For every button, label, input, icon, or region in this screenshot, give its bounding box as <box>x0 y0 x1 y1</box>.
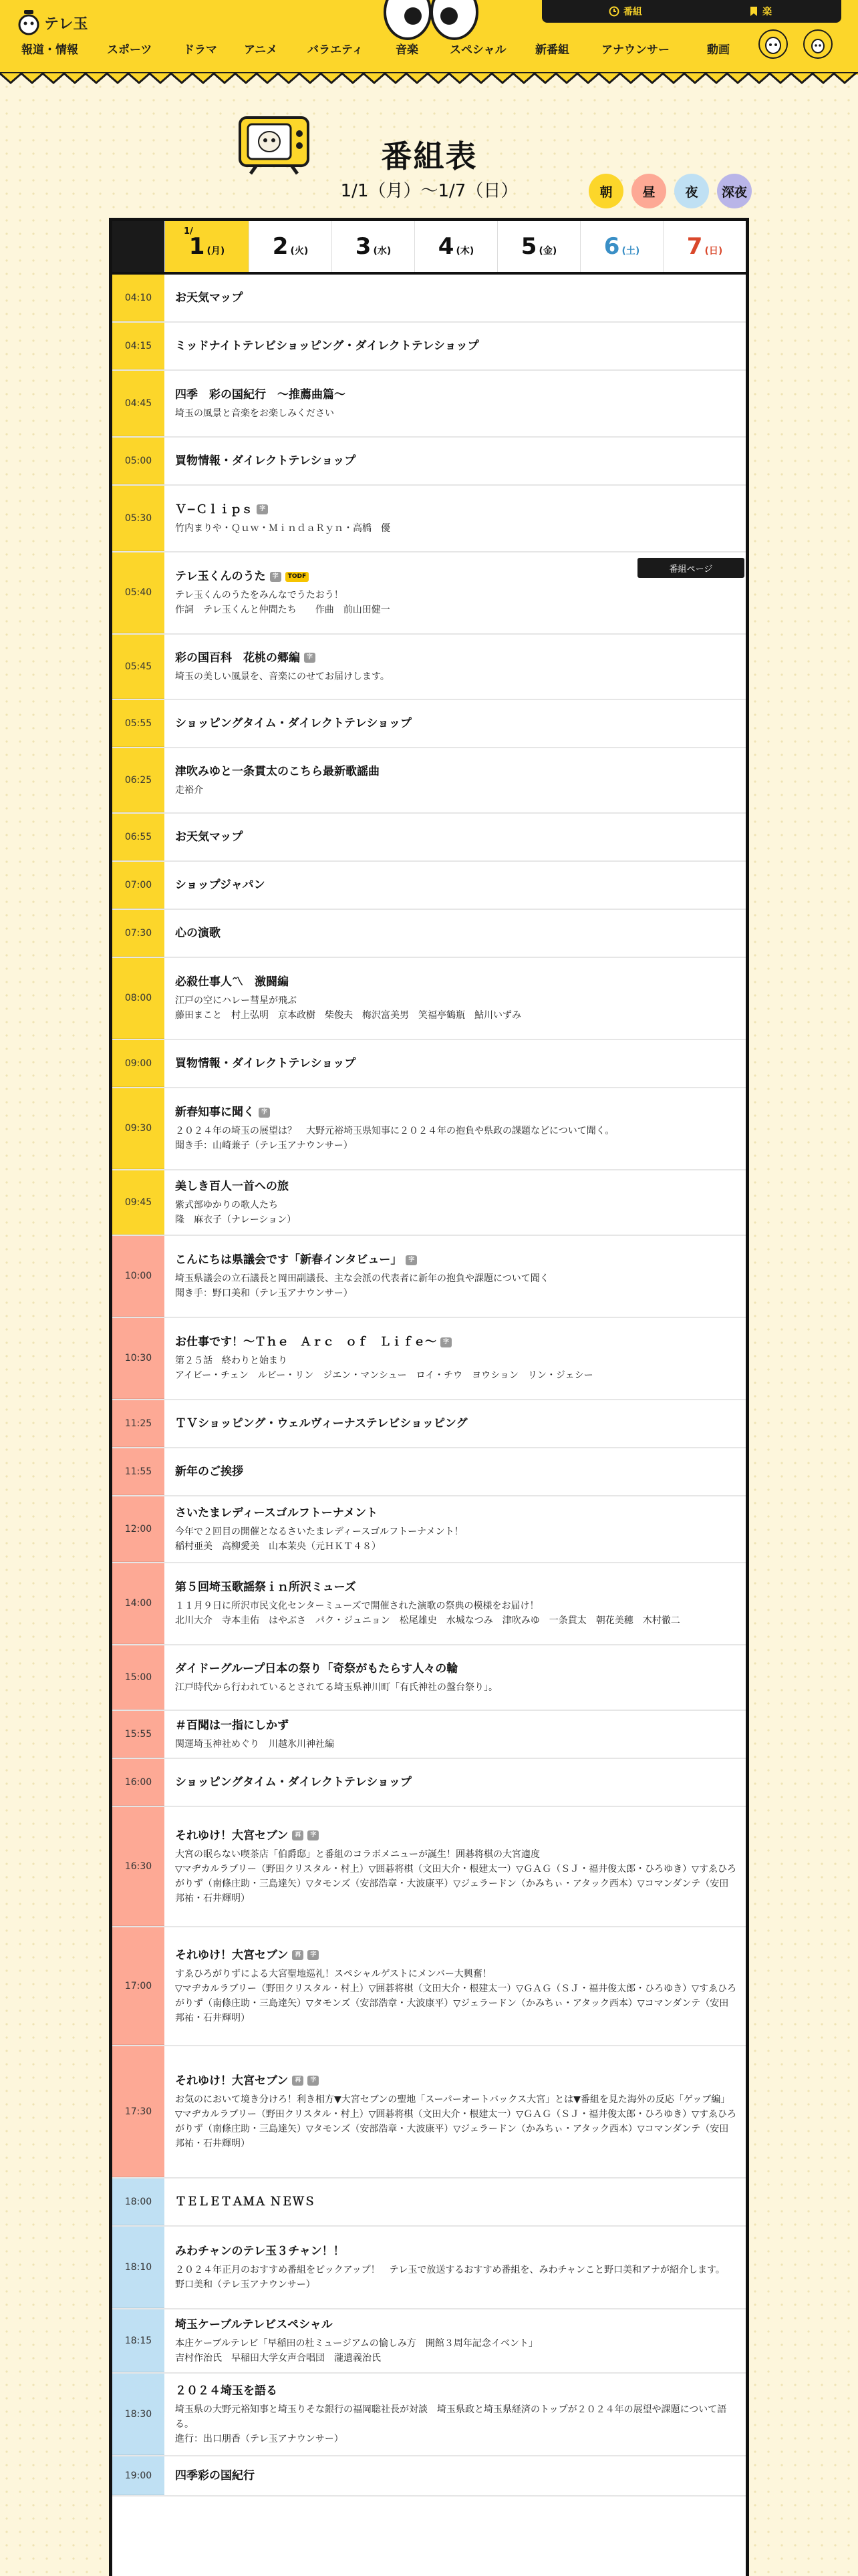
day-tab-weekday: (土) <box>621 246 640 257</box>
program-info <box>175 1448 736 1495</box>
program-time: 04:15 <box>112 323 164 369</box>
program-tag: 字 <box>406 1255 417 1265</box>
program-description: 今年で２回目の開催となるさいたまレディースゴルフトーナメント！ 稲村亜美 高柳愛美 山本茉央（元ＨＫＴ４８） <box>175 1526 464 1552</box>
program-title-line <box>175 1104 736 1120</box>
program-row[interactable] <box>112 910 746 958</box>
program-tag: 字 <box>307 1830 319 1840</box>
program-title[interactable]: さいたまレディースゴルフトーナメント <box>175 1506 378 1520</box>
program-title[interactable]: 買物情報・ダイレクトテレショップ <box>175 1057 356 1070</box>
program-title-line <box>175 1178 736 1194</box>
date-range: 1/1（月）〜1/7（日） <box>340 181 519 201</box>
program-row[interactable] <box>112 700 746 748</box>
program-time: 14:00 <box>112 1563 164 1644</box>
mascot-eyes-icon <box>381 0 481 41</box>
program-row[interactable] <box>112 1563 746 1645</box>
program-description: 紫式部ゆかりの歌人たち 隆 麻衣子（ナレーション） <box>175 1199 297 1225</box>
program-tag: 字 <box>304 653 315 663</box>
program-title-line <box>175 453 736 469</box>
program-title-line <box>175 1774 736 1790</box>
program-row[interactable] <box>112 2179 746 2227</box>
nav-item-announcer[interactable]: アナウンサー <box>601 43 670 57</box>
program-title[interactable]: ショッピングタイム・ダイレクトテレショップ <box>175 1776 412 1789</box>
logo-icon <box>17 10 40 35</box>
program-title-line <box>175 829 736 845</box>
program-time: 05:30 <box>112 486 164 551</box>
day-tab-weekday: (火) <box>290 246 309 257</box>
bookmark-icon <box>749 6 758 17</box>
program-tag: 字 <box>307 1950 319 1960</box>
program-info <box>175 748 736 812</box>
page-title: 番組表 <box>381 138 478 174</box>
program-time: 10:00 <box>112 1236 164 1317</box>
program-tag: 字 <box>270 572 281 582</box>
nav-item-sports[interactable]: スポーツ <box>107 43 152 57</box>
day-tab-number: 5 <box>521 233 537 260</box>
program-row[interactable] <box>112 1088 746 1170</box>
program-title[interactable]: テレ玉くんのうた <box>175 570 266 583</box>
program-info <box>175 1807 736 1926</box>
program-info <box>175 486 736 551</box>
day-tab-number: 6 <box>603 233 620 260</box>
program-description: 走裕介 <box>175 784 203 796</box>
program-row[interactable] <box>112 1170 746 1236</box>
program-info <box>175 1759 736 1806</box>
program-row[interactable] <box>112 1236 746 1318</box>
clock-icon <box>609 6 619 17</box>
program-title[interactable]: ＴＥＬＥＴＡＭＡ ＮＥＷＳ <box>175 2195 315 2209</box>
program-title[interactable]: お天気マップ <box>175 291 243 305</box>
program-tag: 字 <box>259 1108 270 1118</box>
tv-mascot-icon <box>237 114 311 175</box>
program-tag: TODF <box>285 572 309 582</box>
program-description: 埼玉の美しい風景を、音楽にのせてお届けします。 <box>175 671 390 682</box>
program-time: 15:00 <box>112 1645 164 1710</box>
program-title[interactable]: 第５回埼玉歌謡祭ｉｎ所沢ミューズ <box>175 1581 356 1594</box>
program-title-line <box>175 290 736 306</box>
day-tab-weekday: (水) <box>373 246 392 257</box>
program-time: 11:25 <box>112 1400 164 1447</box>
global-nav <box>0 40 858 63</box>
program-title[interactable]: ミッドナイトテレビショッピング・ダイレクトテレショップ <box>175 339 479 353</box>
program-info <box>175 1040 736 1087</box>
program-title-line <box>175 1505 736 1521</box>
day-tab[interactable] <box>414 221 497 272</box>
program-row[interactable] <box>112 1759 746 1807</box>
program-time: 09:30 <box>112 1088 164 1169</box>
program-description: １１月９日に所沢市民文化センターミューズで開催された演歌の祭典の模様をお届け！ 北川大介 寺本圭佑 はやぶさ パク・ジュニョン 松尾雄史 水城なつみ 津吹みゆ 一条貫太 朝花美穂 木村徹二 <box>175 1601 680 1626</box>
nav-item-special[interactable]: スペシャル <box>450 43 507 57</box>
nav-item-new[interactable]: 新番組 <box>535 43 569 57</box>
program-time: 18:10 <box>112 2227 164 2308</box>
program-tag: 再 <box>292 1950 303 1960</box>
program-title[interactable]: 美しき百人一首への旅 <box>175 1179 289 1193</box>
program-time: 07:30 <box>112 910 164 957</box>
program-title-line <box>175 1416 736 1432</box>
program-description: 埼玉県の大野元裕知事と埼玉りそな銀行の福岡聡社長が対談 埼玉県政と埼玉県経済のトップが２０２４年の展望や課題について語る。 進行：出口朋香（テレ玉アナウンサー） <box>175 2404 727 2444</box>
program-row[interactable] <box>112 438 746 486</box>
program-title-line <box>175 764 736 780</box>
program-title-line <box>175 2383 736 2399</box>
program-row[interactable] <box>112 275 746 323</box>
nav-item-video[interactable]: 動画 <box>707 43 730 57</box>
day-tab-weekday: (月) <box>206 246 225 257</box>
program-tag: 再 <box>292 1830 303 1840</box>
program-title-line <box>175 2468 736 2484</box>
program-title[interactable]: Ｖ−Ｃｌｉｐｓ <box>175 502 253 516</box>
program-title-line <box>175 1464 736 1480</box>
program-title[interactable]: 四季 彩の国紀行 〜推薦曲篇〜 <box>175 387 345 401</box>
program-title[interactable]: みわチャンのテレ玉３チャン！！ <box>175 2244 345 2258</box>
program-title-line <box>175 1661 736 1677</box>
program-title[interactable]: 彩の国百科 花桃の郷編 <box>175 651 300 665</box>
program-description: 埼玉の風景と音楽をお楽しみください <box>175 408 334 419</box>
program-row[interactable] <box>112 1927 746 2046</box>
program-title-line <box>175 1334 736 1350</box>
program-time: 05:55 <box>112 700 164 747</box>
program-time: 09:45 <box>112 1170 164 1235</box>
program-info <box>175 700 736 747</box>
program-title-line <box>175 338 736 354</box>
program-row[interactable] <box>112 371 746 438</box>
topbar-link-programs[interactable] <box>609 5 642 18</box>
program-time: 12:00 <box>112 1496 164 1562</box>
program-info <box>175 371 736 436</box>
program-title-line <box>175 1718 736 1734</box>
program-title-line <box>175 650 736 666</box>
program-row[interactable] <box>112 635 746 700</box>
topbar-link-label: 番組 <box>623 7 642 17</box>
program-info <box>175 1088 736 1169</box>
program-time: 06:25 <box>112 748 164 812</box>
program-info <box>175 2179 736 2225</box>
day-tab[interactable] <box>164 221 249 272</box>
program-row[interactable] <box>112 814 746 862</box>
program-row[interactable] <box>112 323 746 371</box>
program-description: すゑひろがりずによる大宮聖地巡礼！スペシャルゲストにメンバー大興奮！ ▽マヂカルラブリー（野田クリスタル・村上）▽囲碁将棋（文田大介・根建太一）▽ＧＡＧ（ＳＪ・福井俊太郎・ひろゆき）▽すゑひろがりず（南條庄助・三島達矢）▽タモンズ（安部浩章・大波康平）▽ジェラードン（かみちぃ・アタック西本）▽コマンダンテ（安田邦祐・石井輝明） <box>175 1968 736 2024</box>
program-row[interactable] <box>112 1448 746 1496</box>
day-tab[interactable] <box>580 221 663 272</box>
program-info <box>175 635 736 699</box>
program-row[interactable] <box>112 1400 746 1448</box>
day-tab[interactable] <box>331 221 414 272</box>
program-info <box>175 1318 736 1399</box>
program-time: 04:10 <box>112 275 164 321</box>
site-header <box>0 0 858 75</box>
program-title[interactable]: 四季彩の国紀行 <box>175 2469 255 2482</box>
program-time: 05:45 <box>112 635 164 699</box>
program-info <box>175 1170 736 1235</box>
program-title-line <box>175 974 736 990</box>
program-title-line <box>175 1947 736 1963</box>
program-row[interactable] <box>112 1645 746 1711</box>
program-description: 本庄ケーブルテレビ「早稲田の杜ミュージアムの愉しみ方 開館３周年記念イベント」 吉村作治氏 早稲田大学女声合唱団 瀧遺義治氏 <box>175 2338 538 2364</box>
program-page-button[interactable]: 番組ページ <box>637 558 744 578</box>
program-tag: 字 <box>257 504 268 514</box>
program-time: 05:00 <box>112 438 164 484</box>
program-description: テレ玉くんのうたをみんなでうたおう！ 作詞 テレ玉くんと仲間たち 作曲 前山田健一 <box>175 590 390 615</box>
time-filter-daytime[interactable]: 昼 <box>631 174 666 208</box>
time-filter-morning[interactable]: 朝 <box>589 174 623 208</box>
program-title-line <box>175 1056 736 1072</box>
program-time: 18:15 <box>112 2309 164 2372</box>
day-tab-number: 1 <box>188 233 205 260</box>
program-description: 関運埼玉神社めぐり 川越氷川神社編 <box>175 1738 334 1750</box>
program-time: 17:30 <box>112 2046 164 2177</box>
program-title-line <box>175 2073 736 2089</box>
program-row[interactable] <box>112 2374 746 2456</box>
program-row[interactable] <box>112 748 746 814</box>
nav-item-variety[interactable]: バラエティ <box>307 43 364 57</box>
program-time: 18:00 <box>112 2179 164 2225</box>
program-title[interactable]: ショップジャパン <box>175 878 265 892</box>
day-tab[interactable] <box>249 221 331 272</box>
program-row[interactable] <box>112 2227 746 2309</box>
program-info <box>175 1400 736 1447</box>
program-row[interactable] <box>112 862 746 910</box>
program-info <box>175 958 736 1039</box>
program-info <box>175 275 736 321</box>
day-tab-month: 1/ <box>184 226 193 236</box>
program-title[interactable]: それゆけ！大宮セブン <box>175 1948 289 1962</box>
program-row[interactable] <box>112 2456 746 2497</box>
program-title[interactable]: お天気マップ <box>175 830 243 844</box>
program-time: 07:00 <box>112 862 164 909</box>
program-row[interactable] <box>112 552 746 635</box>
program-row[interactable] <box>112 486 746 552</box>
program-time: 05:40 <box>112 552 164 633</box>
program-title[interactable]: ショッピングタイム・ダイレクトテレショップ <box>175 717 412 730</box>
program-info <box>175 910 736 957</box>
program-time: 16:00 <box>112 1759 164 1806</box>
program-title-line <box>175 1252 736 1268</box>
program-title[interactable]: ダイドーグループ日本の祭り「奇祭がもたらす人々の輪 <box>175 1661 458 1675</box>
program-info <box>175 1927 736 2045</box>
program-time: 06:55 <box>112 814 164 860</box>
program-time: 09:00 <box>112 1040 164 1087</box>
nav-item-news[interactable]: 報道・情報 <box>21 43 78 57</box>
day-tab-weekday: (木) <box>456 246 474 257</box>
program-time: 18:30 <box>112 2374 164 2455</box>
day-tabs-corner <box>112 221 164 272</box>
program-info <box>175 2227 736 2308</box>
day-tab-weekday: (日) <box>704 246 723 257</box>
program-title-line <box>175 387 736 403</box>
program-title[interactable]: 必殺仕事人〽 激闘編 <box>175 975 289 989</box>
program-description: 大宮の眠らない喫茶店「伯爵邸」と番組のコラボメニューが誕生！囲碁将棋の大宮適度 ▽マヂカルラブリー（野田クリスタル・村上）▽囲碁将棋（文田大介・根建太一）▽ＧＡＧ（ＳＪ・福井俊太郎・ひろゆき）▽すゑひろがりず（南條庄助・三島達矢）▽タモンズ（安部浩章・大波康平）▽ジェラードン（かみちぃ・アタック西本）▽コマンダンテ（安田邦祐・石井輝明） <box>175 1848 736 1904</box>
nav-item-music[interactable]: 音楽 <box>396 43 418 57</box>
program-time: 08:00 <box>112 958 164 1039</box>
program-description: ２０２４年の埼玉の展望は？ 大野元裕埼玉県知事に２０２４年の抱負や県政の課題などについて聞く。 聞き手：山崎兼子（テレ玉アナウンサー） <box>175 1126 615 1151</box>
program-info <box>175 1563 736 1644</box>
program-title[interactable]: ＃百聞は一指にしかず <box>175 1718 289 1732</box>
program-time: 15:55 <box>112 1711 164 1758</box>
program-title-line <box>175 2243 736 2259</box>
program-description: 江戸の空にハレー彗星が飛ぶ 藤田まこと 村上弘明 京本政樹 柴俊夫 梅沢富美男 笑福亭鶴瓶 鮎川いずみ <box>175 995 521 1021</box>
program-description: 第２５話 終わりと始まり アイビー・チェン ルビー・リン ジエン・マンシュー ロイ・チウ ヨウション リン・ジェシー <box>175 1355 593 1381</box>
program-description: お気のにおいて境き分けろ！利き相方▼大宮セブンの聖地「スーパーオートバックス大宮」とは▼番組を見た海外の反応「ゲッブ編」 ▽マヂカルラブリー（野田クリスタル・村上）▽囲碁将棋（文田大介・根建太一）▽ＧＡＧ（ＳＪ・福井俊太郎・ひろゆき）▽すゑひろがりず（南條庄助・三島達矢）▽タモンズ（安部浩章・大波康平）▽ジェラードン（かみちぃ・アタック西本）▽コマンダンテ（安田邦祐・石井輝明） <box>175 2094 736 2149</box>
program-info <box>175 814 736 860</box>
program-info <box>175 1711 736 1758</box>
program-title[interactable]: こんにちは県議会です「新春インタビュー」 <box>175 1253 402 1267</box>
program-time: 17:00 <box>112 1927 164 2045</box>
day-tab-number: 3 <box>355 233 372 260</box>
program-row[interactable] <box>112 1807 746 1927</box>
program-title[interactable]: ２０２４埼玉を語る <box>175 2384 277 2398</box>
schedule-grid <box>109 218 749 2576</box>
program-row[interactable] <box>112 2046 746 2179</box>
program-row[interactable] <box>112 2309 746 2374</box>
day-tab-number: 4 <box>438 233 454 260</box>
program-description: 竹内まりや・Ｑｕｗ・ＭｉｎｄａＲｙｎ・高橋 優 <box>175 522 390 534</box>
program-title-line <box>175 1828 736 1844</box>
program-time: 16:30 <box>112 1807 164 1926</box>
day-tab[interactable] <box>497 221 580 272</box>
program-info <box>175 323 736 369</box>
program-info <box>175 2309 736 2372</box>
program-title-line <box>175 715 736 732</box>
program-info <box>175 2374 736 2455</box>
program-row[interactable] <box>112 1040 746 1088</box>
program-tag: 字 <box>440 1337 452 1347</box>
program-title[interactable]: それゆけ！大宮セブン <box>175 1828 289 1842</box>
program-info <box>175 1496 736 1562</box>
day-tab-weekday: (金) <box>539 246 557 257</box>
program-row[interactable] <box>112 1496 746 1563</box>
program-info <box>175 862 736 909</box>
program-info <box>175 438 736 484</box>
program-title[interactable]: 津吹みゆと一条貫太のこちら最新歌謡曲 <box>175 764 380 778</box>
program-tag: 再 <box>292 2076 303 2086</box>
header-zigzag <box>0 72 858 99</box>
day-tab-number: 2 <box>272 233 289 260</box>
program-info <box>175 2456 736 2495</box>
program-tag: 字 <box>307 2076 319 2086</box>
program-info <box>175 1645 736 1710</box>
program-title[interactable]: それゆけ！大宮セブン <box>175 2074 289 2088</box>
topbar-link-label: 楽 <box>762 7 772 17</box>
program-title-line <box>175 877 736 893</box>
program-title[interactable]: 新年のご挨拶 <box>175 1465 243 1478</box>
program-time: 19:00 <box>112 2456 164 2495</box>
program-row[interactable] <box>112 1318 746 1400</box>
program-time: 10:30 <box>112 1318 164 1399</box>
logo-text: テレ玉 <box>44 15 88 33</box>
program-time: 11:55 <box>112 1448 164 1495</box>
program-title[interactable]: 埼玉ケーブルテレビスペシャル <box>175 2317 333 2331</box>
program-description: ２０２４年正月のおすすめ番組をピックアップ！ テレ玉で放送するおすすめ番組を、みわチャンこと野口美和アナが紹介します。 野口美和（テレ玉アナウンサー） <box>175 2264 725 2290</box>
topbar-link-other[interactable] <box>749 5 772 18</box>
program-title-line <box>175 2194 736 2210</box>
program-title-line <box>175 1579 736 1595</box>
day-tab[interactable] <box>663 221 746 272</box>
nav-item-anime[interactable]: アニメ <box>244 43 278 57</box>
time-filter-night[interactable]: 深夜 <box>717 174 752 208</box>
program-row[interactable] <box>112 1711 746 1759</box>
program-title[interactable]: 心の演歌 <box>175 927 221 940</box>
program-title-line <box>175 925 736 941</box>
day-tabs <box>112 221 746 275</box>
program-row[interactable] <box>112 958 746 1040</box>
logo[interactable] <box>17 8 88 37</box>
program-info <box>175 1236 736 1317</box>
program-title[interactable]: ＴＶショッピング・ウェルヴィーナステレビショッピング <box>175 1417 468 1430</box>
program-info <box>175 2046 736 2177</box>
program-description: 埼玉県議会の立石議長と岡田副議長、主な会派の代表者に新年の抱負や課題について聞く 聞き手：野口美和（テレ玉アナウンサー） <box>175 1273 549 1299</box>
program-title-line <box>175 2317 736 2333</box>
nav-item-drama[interactable]: ドラマ <box>183 43 217 57</box>
time-filter-evening[interactable]: 夜 <box>674 174 709 208</box>
program-title-line <box>175 502 736 518</box>
program-title[interactable]: 買物情報・ダイレクトテレショップ <box>175 454 356 468</box>
program-title[interactable]: お仕事です！〜Ｔｈｅ Ａｒｃ ｏｆ Ｌｉｆｅ〜 <box>175 1335 436 1349</box>
day-tab-number: 7 <box>686 233 703 260</box>
program-title[interactable]: 新春知事に聞く <box>175 1106 255 1119</box>
topbar <box>542 0 841 23</box>
program-time: 04:45 <box>112 371 164 436</box>
program-description: 江戸時代から行われているとされてる埼玉県神川町「有氏神社の盤台祭り」。 <box>175 1681 498 1693</box>
